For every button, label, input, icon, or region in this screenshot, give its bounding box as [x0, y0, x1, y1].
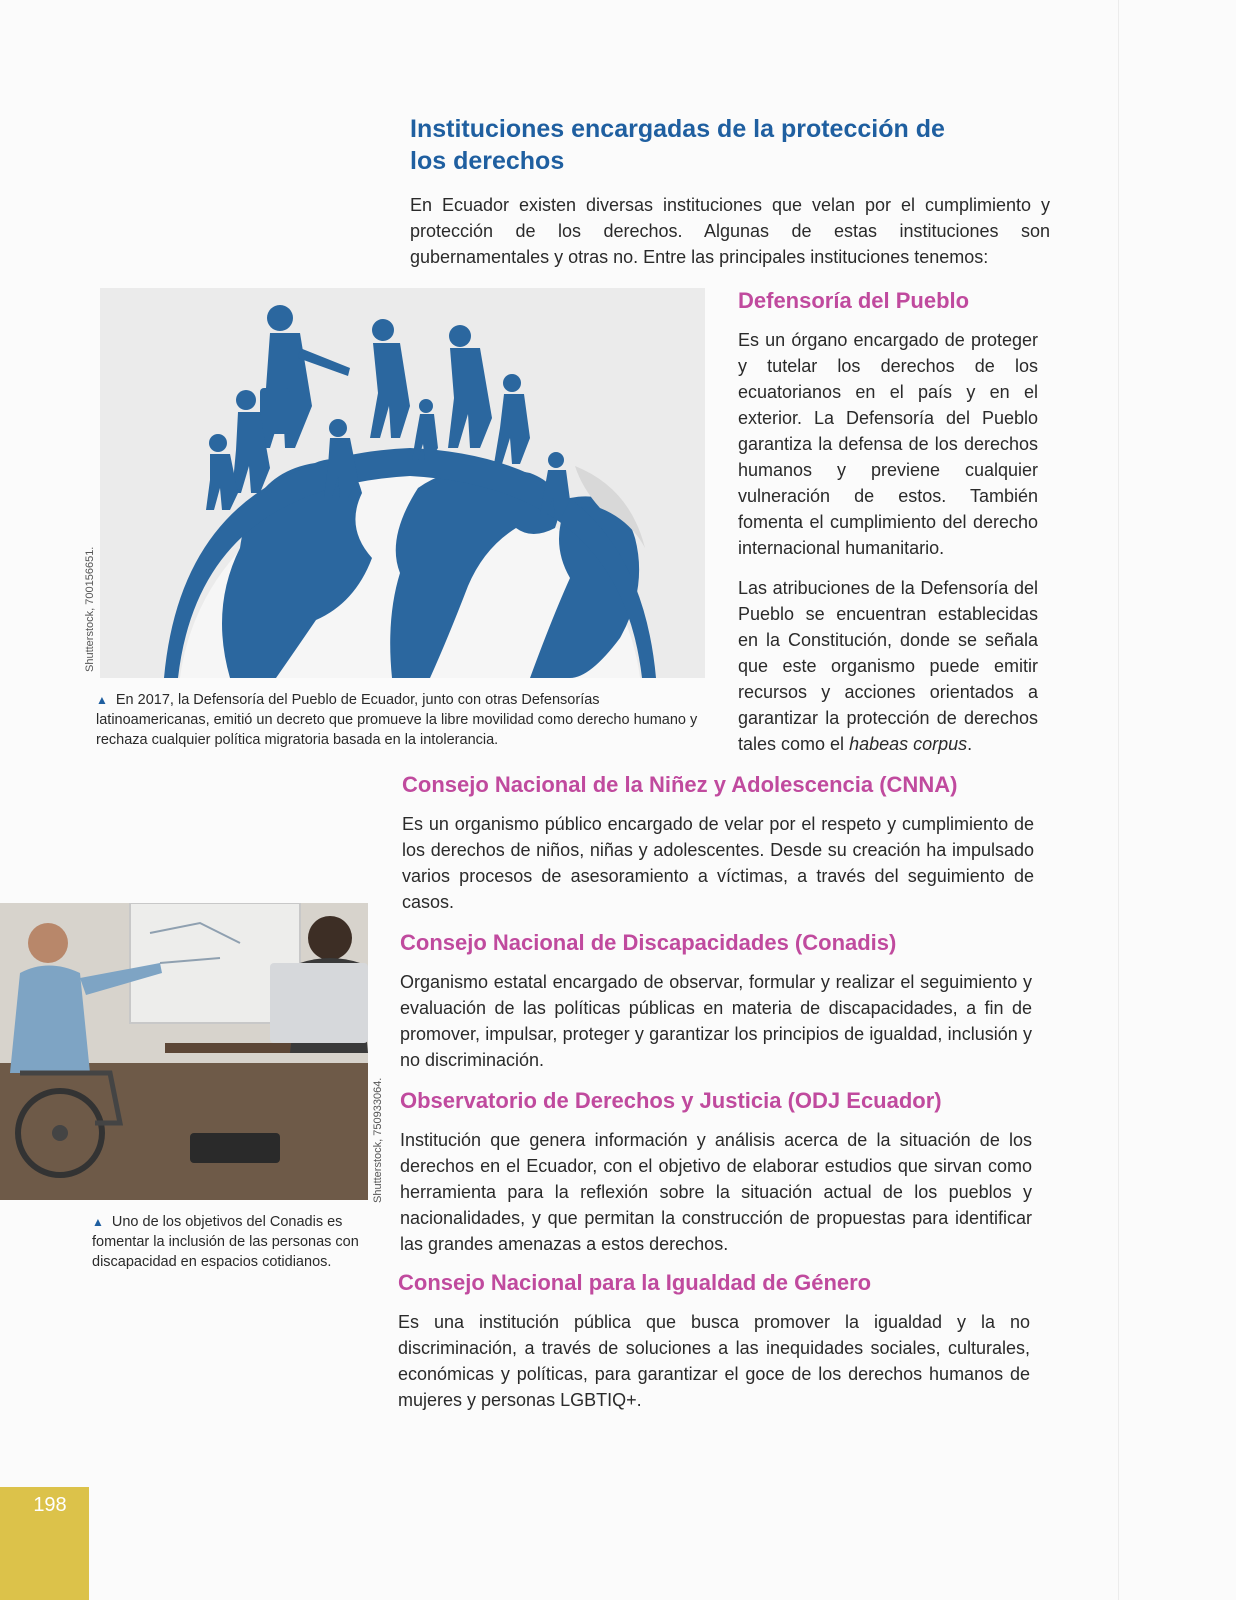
figure2-caption [92, 1212, 368, 1272]
triangle-icon: ▲ [96, 693, 108, 707]
figure1-credit: Shutterstock, 700156651. [84, 546, 96, 672]
conadis-title: Consejo Nacional de Discapacidades (Conadis) [400, 930, 897, 955]
habeas-corpus-term: habeas corpus [849, 734, 968, 754]
defensoria-paragraph-1: Es un órgano encargado de proteger y tutelar los derechos de los ecuatorianos en el país y en el exterior. La Defensoría del Pueblo garantiza la defensa de los derechos humanos y previene cualquier vulneración de estos. También fomenta el cumplimiento del derecho internacional humanitario. [738, 330, 1038, 558]
genero-title: Consejo Nacional para la Igualdad de Género [398, 1270, 872, 1295]
conadis-text: Organismo estatal encargado de observar, formular y realizar el seguimiento y evaluación de las políticas públicas en materia de discapacidades, a fin de promover, impulsar, proteger y garantizar los principios de igualdad, inclusión y no discriminación. [400, 972, 1032, 1070]
genero-text: Es una institución pública que busca promover la igualdad y la no discriminación, a través de soluciones a las inequidades sociales, culturales, económicas y políticas, para garantizar el goce de los derechos humanos de mujeres y personas LGBTIQ+. [398, 1312, 1030, 1410]
page-title: Instituciones encargadas de la protección de los derechos [410, 115, 945, 175]
defensoria-paragraph-2 [738, 575, 1038, 757]
odj-title: Observatorio de Derechos y Justicia (ODJ Ecuador) [400, 1088, 942, 1113]
conadis-meeting-drawing [0, 903, 368, 1200]
conadis-meeting-photo [0, 903, 368, 1200]
figure2-credit: Shutterstock, 750933064. [372, 1077, 384, 1203]
odj-text: Institución que genera información y análisis acerca de la situación de los derechos en el Ecuador, con el objetivo de elaborar estudios que sirvan como herramienta para la reflexión sobre la situación actual de los pueblos y nacionalidades, y que permitan la construcción de propuestas para identificar las grandes amenazas a estos derechos. [400, 1130, 1032, 1254]
defensoria-title: Defensoría del Pueblo [738, 288, 970, 313]
cnna-title: Consejo Nacional de la Niñez y Adolescencia (CNNA) [402, 772, 958, 797]
globe-migrants-drawing [100, 288, 705, 678]
figure2-caption-text: Uno de los objetivos del Conadis es fomentar la inclusión de las personas con discapacidad en espacios cotidianos. [92, 1214, 359, 1270]
figure1-caption [96, 690, 706, 750]
globe-migrants-illustration [100, 288, 705, 678]
figure1-caption-text: En 2017, la Defensoría del Pueblo de Ecuador, junto con otras Defensorías latinoamericanas, emitió un decreto que promueve la libre movilidad como derecho humano y rechaza cualquier política migratoria basada en la intolerancia. [96, 692, 698, 748]
intro-paragraph: En Ecuador existen diversas instituciones que velan por el cumplimiento y protección de los derechos. Algunas de estas instituciones son gubernamentales y otras no. Entre las principales instituciones tenemos: [410, 195, 1050, 267]
page-edge [1118, 0, 1119, 1600]
page-number: 198 [33, 1494, 67, 1516]
cnna-text: Es un organismo público encargado de velar por el respeto y cumplimiento de los derechos de niños, niñas y adolescentes. Desde su creación ha impulsado varios procesos de asesoramiento a víctimas, a través del seguimiento de casos. [402, 814, 1034, 912]
defensoria-p2-end: . [967, 734, 973, 754]
defensoria-p2-text: Las atribuciones de la Defensoría del Pueblo se encuentran establecidas en la Constitución, donde se señala que este organismo puede emitir recursos y acciones orientados a garantizar la protección de derechos tales como el [738, 578, 1038, 754]
triangle-icon: ▲ [92, 1215, 104, 1229]
